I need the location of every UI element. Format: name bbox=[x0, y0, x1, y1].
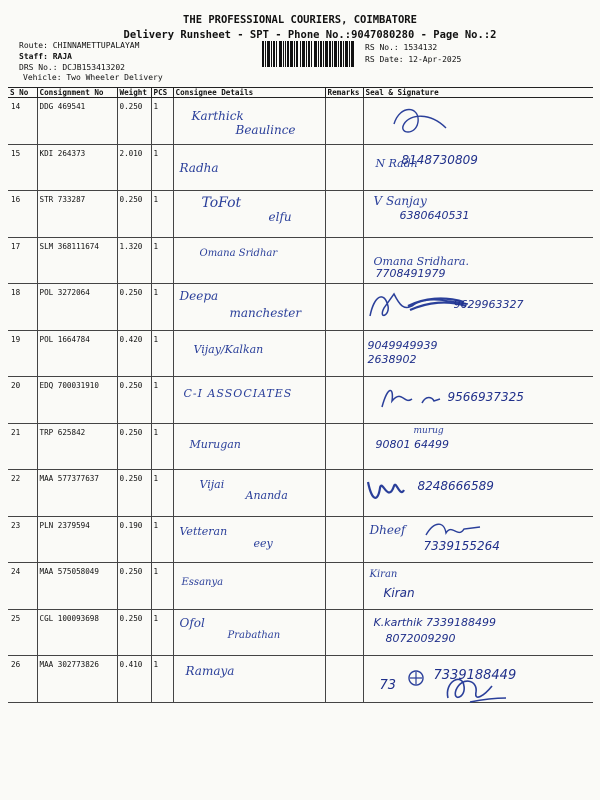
row-sno: 19 bbox=[8, 330, 37, 377]
row-weight: 0.250 bbox=[117, 98, 151, 145]
signature-name: V Sanjay bbox=[373, 194, 427, 208]
row-weight: 0.250 bbox=[117, 191, 151, 238]
row-sno: 18 bbox=[8, 284, 37, 331]
table-row bbox=[8, 377, 593, 424]
row-pcs: 1 bbox=[151, 98, 173, 145]
signature-phone: 8148730809 bbox=[401, 152, 478, 167]
row-sno: 14 bbox=[8, 98, 37, 145]
row-consignee bbox=[173, 284, 325, 331]
row-consignee bbox=[173, 237, 325, 284]
col-consignee: Consignee Details bbox=[173, 88, 325, 98]
consignee-handwriting: Ofol bbox=[179, 615, 205, 630]
row-pcs: 1 bbox=[151, 423, 173, 470]
row-pcs: 1 bbox=[151, 516, 173, 563]
row-remarks bbox=[325, 516, 363, 563]
consignee-handwriting: Vetteran bbox=[179, 524, 228, 538]
consignee-handwriting: Ramaya bbox=[185, 664, 235, 678]
row-consignee bbox=[173, 377, 325, 424]
row-consignee bbox=[173, 609, 325, 656]
signature-code: 2638902 bbox=[367, 352, 417, 366]
signature-phone: 7339155264 bbox=[423, 538, 500, 553]
consignee-handwriting: Omana Sridhar bbox=[199, 247, 278, 259]
row-consignee bbox=[173, 656, 325, 703]
row-sno: 15 bbox=[8, 144, 37, 191]
row-signature bbox=[363, 609, 593, 656]
rs-date: RS Date: 12-Apr-2025 bbox=[365, 55, 462, 64]
signature-phone: 8072009290 bbox=[385, 631, 456, 645]
signature-scribble bbox=[390, 104, 450, 138]
row-consignment: CGL 100093698 bbox=[37, 609, 117, 656]
table-row bbox=[8, 237, 593, 284]
row-consignee bbox=[173, 470, 325, 517]
signature-name: Dheef bbox=[369, 522, 406, 537]
row-pcs: 1 bbox=[151, 191, 173, 238]
row-signature bbox=[363, 98, 593, 145]
row-weight: 0.250 bbox=[117, 377, 151, 424]
consignee-handwriting: ToFot bbox=[201, 195, 242, 211]
row-remarks bbox=[325, 423, 363, 470]
consignee-handwriting: Karthick bbox=[191, 109, 244, 123]
col-consignment: Consignment No bbox=[37, 88, 117, 98]
row-pcs: 1 bbox=[151, 563, 173, 610]
signature-scribble bbox=[378, 381, 448, 411]
signature-phone: 8248666589 bbox=[417, 479, 494, 493]
row-consignee bbox=[173, 563, 325, 610]
row-remarks bbox=[325, 191, 363, 238]
row-consignee bbox=[173, 98, 325, 145]
signature-phone: 6380640531 bbox=[399, 209, 470, 222]
row-signature bbox=[363, 330, 593, 377]
row-consignment: MAA 577377637 bbox=[37, 470, 117, 517]
consignee-handwriting: Essanya bbox=[181, 577, 224, 588]
table-row bbox=[8, 609, 593, 656]
row-signature bbox=[363, 377, 593, 424]
signature-name: murug bbox=[413, 425, 444, 436]
col-sno: S No bbox=[8, 88, 37, 98]
row-consignment: POL 1664784 bbox=[37, 330, 117, 377]
row-remarks bbox=[325, 284, 363, 331]
drs-label: DRS No.: DCJB153413202 bbox=[19, 63, 125, 72]
row-consignee bbox=[173, 516, 325, 563]
signature-mark: 73 bbox=[379, 678, 397, 693]
consignee-handwriting-2: Ananda bbox=[245, 489, 288, 502]
signature-scribble bbox=[404, 668, 428, 688]
row-sno: 25 bbox=[8, 609, 37, 656]
runsheet-table bbox=[8, 87, 593, 703]
row-sno: 24 bbox=[8, 563, 37, 610]
signature-phone: 90801 64499 bbox=[375, 437, 449, 451]
table-row bbox=[8, 191, 593, 238]
table-row bbox=[8, 98, 593, 145]
row-weight: 0.190 bbox=[117, 516, 151, 563]
col-remarks: Remarks bbox=[325, 88, 363, 98]
row-remarks bbox=[325, 98, 363, 145]
consignee-handwriting-2: elfu bbox=[268, 210, 292, 224]
row-pcs: 1 bbox=[151, 284, 173, 331]
row-signature bbox=[363, 237, 593, 284]
table-row bbox=[8, 563, 593, 610]
row-consignment: KDI 264373 bbox=[37, 144, 117, 191]
table-header-row bbox=[8, 88, 593, 98]
company-title: THE PROFESSIONAL COURIERS, COIMBATORE bbox=[183, 14, 417, 26]
rs-number: RS No.: 1534132 bbox=[365, 43, 438, 52]
row-signature bbox=[363, 470, 593, 517]
row-signature bbox=[363, 563, 593, 610]
table-row bbox=[8, 144, 593, 191]
row-pcs: 1 bbox=[151, 330, 173, 377]
row-consignment: MAA 302773826 bbox=[37, 656, 117, 703]
row-remarks bbox=[325, 563, 363, 610]
row-pcs: 1 bbox=[151, 144, 173, 191]
row-sno: 20 bbox=[8, 377, 37, 424]
staff-label: Staff: RAJA bbox=[19, 52, 72, 61]
signature-name: K.karthik 7339188499 bbox=[373, 615, 497, 629]
consignee-handwriting: Murugan bbox=[189, 437, 241, 451]
runsheet-subtitle: Delivery Runsheet - SPT - Phone No.:9047080280 - Page No.:2 bbox=[123, 29, 497, 41]
row-remarks bbox=[325, 470, 363, 517]
consignee-handwriting: Radha bbox=[179, 160, 219, 175]
row-weight: 1.320 bbox=[117, 237, 151, 284]
table-row bbox=[8, 423, 593, 470]
row-weight: 0.420 bbox=[117, 330, 151, 377]
row-signature bbox=[363, 516, 593, 563]
consignee-handwriting-2: Beaulince bbox=[235, 123, 296, 137]
signature-phone: 9629963327 bbox=[453, 298, 524, 311]
consignee-handwriting-2: Prabathan bbox=[227, 629, 281, 641]
row-pcs: 1 bbox=[151, 656, 173, 703]
row-consignee bbox=[173, 191, 325, 238]
row-remarks bbox=[325, 609, 363, 656]
signature-scribble bbox=[364, 474, 408, 506]
row-sno: 21 bbox=[8, 423, 37, 470]
row-weight: 0.250 bbox=[117, 284, 151, 331]
signature-scribble bbox=[424, 519, 484, 541]
row-consignee bbox=[173, 423, 325, 470]
signature-phone: 7339188449 bbox=[433, 668, 517, 683]
table-row bbox=[8, 330, 593, 377]
row-consignment: TRP 625842 bbox=[37, 423, 117, 470]
row-remarks bbox=[325, 377, 363, 424]
consignee-handwriting-2: eey bbox=[253, 536, 273, 550]
row-consignment: DDG 469541 bbox=[37, 98, 117, 145]
row-sno: 23 bbox=[8, 516, 37, 563]
row-consignment: SLM 368111674 bbox=[37, 237, 117, 284]
consignee-handwriting: Deepa bbox=[179, 289, 219, 303]
row-sno: 22 bbox=[8, 470, 37, 517]
col-signature: Seal & Signature bbox=[363, 88, 593, 98]
row-weight: 0.410 bbox=[117, 656, 151, 703]
row-pcs: 1 bbox=[151, 470, 173, 517]
row-pcs: 1 bbox=[151, 237, 173, 284]
row-weight: 2.010 bbox=[117, 144, 151, 191]
signature-phone: 9049949939 bbox=[367, 338, 438, 352]
signature-phone: 9566937325 bbox=[447, 390, 524, 404]
consignee-handwriting: Vijai bbox=[199, 478, 225, 491]
consignee-handwriting: Vijay/Kalkan bbox=[193, 342, 264, 356]
staff-signature bbox=[440, 668, 510, 708]
table-row bbox=[8, 284, 593, 331]
vehicle-label: Vehicle: Two Wheeler Delivery bbox=[23, 73, 163, 82]
row-pcs: 1 bbox=[151, 609, 173, 656]
consignee-handwriting-2: manchester bbox=[229, 306, 302, 320]
row-consignee bbox=[173, 330, 325, 377]
row-consignment: MAA 575058049 bbox=[37, 563, 117, 610]
signature-name: Omana Sridhara. bbox=[373, 254, 469, 268]
signature-name: Kiran bbox=[369, 569, 398, 580]
row-remarks bbox=[325, 330, 363, 377]
row-remarks bbox=[325, 144, 363, 191]
barcode bbox=[262, 41, 354, 67]
table-row bbox=[8, 516, 593, 563]
row-signature bbox=[363, 191, 593, 238]
col-weight: Weight bbox=[117, 88, 151, 98]
table-row bbox=[8, 470, 593, 517]
route-label: Route: CHINNAMETTUPALAYAM bbox=[19, 41, 140, 50]
row-weight: 0.250 bbox=[117, 470, 151, 517]
row-weight: 0.250 bbox=[117, 423, 151, 470]
row-remarks bbox=[325, 237, 363, 284]
row-sno: 26 bbox=[8, 656, 37, 703]
row-sno: 16 bbox=[8, 191, 37, 238]
row-signature bbox=[363, 423, 593, 470]
row-consignment: PLN 2379594 bbox=[37, 516, 117, 563]
row-sno: 17 bbox=[8, 237, 37, 284]
row-signature bbox=[363, 144, 593, 191]
row-weight: 0.250 bbox=[117, 609, 151, 656]
signature-phone: Kiran bbox=[383, 586, 415, 600]
col-pcs: PCS bbox=[151, 88, 173, 98]
row-consignment: POL 3272064 bbox=[37, 284, 117, 331]
consignee-handwriting: C-I ASSOCIATES bbox=[183, 387, 293, 400]
row-remarks bbox=[325, 656, 363, 703]
row-consignment: EDQ 700031910 bbox=[37, 377, 117, 424]
row-consignment: STR 733287 bbox=[37, 191, 117, 238]
signature-phone: 7708491979 bbox=[375, 266, 446, 280]
row-signature bbox=[363, 284, 593, 331]
row-weight: 0.250 bbox=[117, 563, 151, 610]
signature-name: N Radh bbox=[375, 156, 418, 170]
row-consignee bbox=[173, 144, 325, 191]
row-pcs: 1 bbox=[151, 377, 173, 424]
